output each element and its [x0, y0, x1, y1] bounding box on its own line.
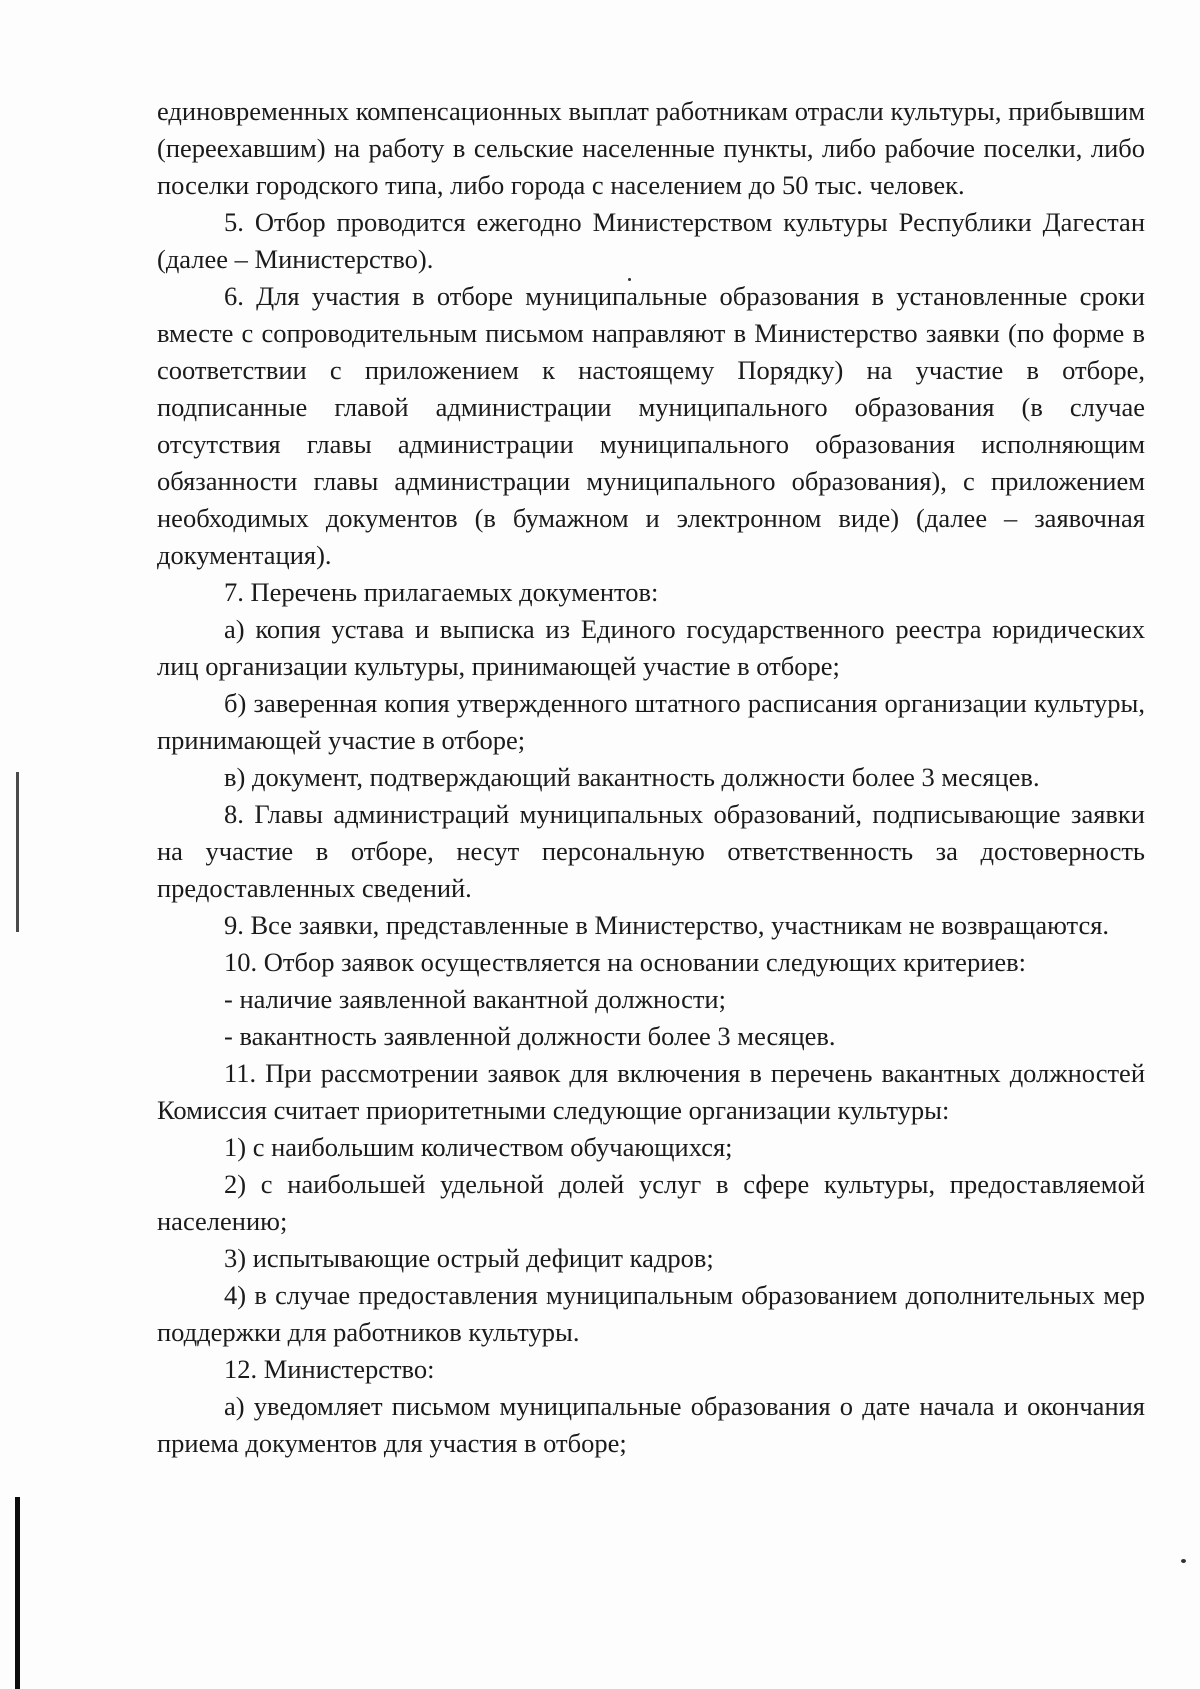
paragraph-11: 11. При рассмотрении заявок для включения в перечень вакантных должностей Комиссия считает приоритетными следующие организации культуры:	[157, 1058, 1145, 1125]
paragraph-11-item-1: 1) с наибольшим количеством обучающихся;	[224, 1132, 733, 1162]
paragraph-7a: а) копия устава и выписка из Единого государственного реестра юридических лиц организации культуры, принимающей участие в отборе;	[157, 614, 1145, 681]
paragraph-10: 10. Отбор заявок осуществляется на основании следующих критериев:	[224, 947, 1027, 977]
document-body	[157, 93, 1145, 1462]
paragraph-11-item-3: 3) испытывающие острый дефицит кадров;	[224, 1243, 714, 1273]
paragraph-9: 9. Все заявки, представленные в Министерство, участникам не возвращаются.	[224, 910, 1110, 940]
scan-speck	[628, 278, 631, 281]
paragraph-5: 5. Отбор проводится ежегодно Министерством культуры Республики Дагестан (далее – Министерство).	[157, 207, 1145, 274]
paragraph-6: 6. Для участия в отборе муниципальные образования в установленные сроки вместе с сопроводительным письмом направляют в Министерство заявки (по форме в соответствии с приложением к настоящему Порядку) на участие в отборе, подписанные главой администрации муниципального образования (в случае отсутствия главы администрации муниципального образования исполняющим обязанности главы администрации муниципального образования), с приложением необходимых документов (в бумажном и электронном виде) (далее – заявочная документация).	[157, 281, 1145, 570]
paragraph-8: 8. Главы администраций муниципальных образований, подписывающие заявки на участие в отборе, несут персональную ответственность за достоверность предоставленных сведений.	[157, 799, 1145, 903]
paragraph-7: 7. Перечень прилагаемых документов:	[224, 577, 659, 607]
scan-speck	[1181, 1559, 1186, 1563]
paragraph-10-criterion-2: - вакантность заявленной должности более 3 месяцев.	[224, 1021, 836, 1051]
paragraph-10-criterion-1: - наличие заявленной вакантной должности;	[224, 984, 726, 1014]
paragraph-12: 12. Министерство:	[224, 1354, 435, 1384]
scan-edge-line-lower	[15, 1497, 20, 1689]
paragraph-12a: а) уведомляет письмом муниципальные образования о дате начала и окончания приема документов для участия в отборе;	[157, 1391, 1145, 1458]
paragraph-11-item-2: 2) с наибольшей удельной долей услуг в сфере культуры, предоставляемой населению;	[157, 1169, 1145, 1236]
paragraph-7v: в) документ, подтверждающий вакантность должности более 3 месяцев.	[224, 762, 1040, 792]
paragraph-intro-continued: единовременных компенсационных выплат работникам отрасли культуры, прибывшим (переехавшим) на работу в сельские населенные пункты, либо рабочие поселки, либо поселки городского типа, либо города с населением до 50 тыс. человек.	[157, 96, 1145, 200]
scan-edge-line-upper	[16, 772, 19, 932]
paragraph-7b: б) заверенная копия утвержденного штатного расписания организации культуры, принимающей участие в отборе;	[157, 688, 1145, 755]
paragraph-11-item-4: 4) в случае предоставления муниципальным образованием дополнительных мер поддержки для работников культуры.	[157, 1280, 1145, 1347]
